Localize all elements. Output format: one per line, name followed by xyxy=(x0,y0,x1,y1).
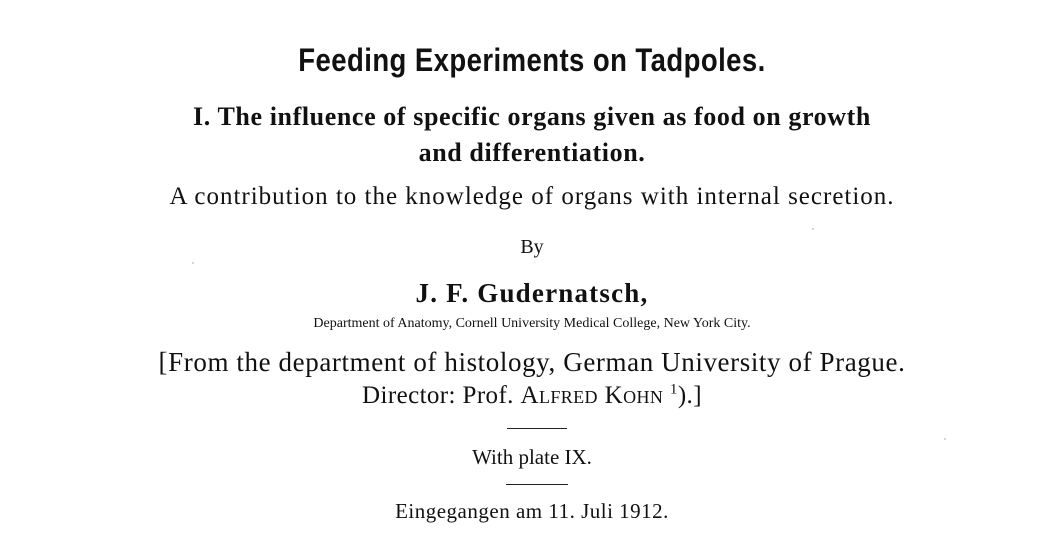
director-name: Alfred Kohn xyxy=(520,382,664,409)
scan-speck xyxy=(812,228,814,230)
received-date-note: Eingegangen am 11. Juli 1912. xyxy=(395,499,669,523)
plate-note: With plate IX. xyxy=(472,445,592,469)
author-affiliation: Department of Anatomy, Cornell University Medical College, New York City. xyxy=(313,316,751,331)
origin-department-line: [From the department of histology, German University of Prague. xyxy=(158,347,906,377)
divider-rule-upper xyxy=(507,428,567,429)
scan-speck xyxy=(192,262,194,264)
scan-speck xyxy=(944,438,946,440)
contribution-statement: A contribution to the knowledge of organs with internal secretion. xyxy=(169,183,895,210)
divider-rule-lower xyxy=(506,484,568,485)
director-suffix: ).] xyxy=(677,382,702,409)
origin-director-line xyxy=(0,382,1064,410)
paper-subtitle-line-1: I. The influence of specific organs given as food on growth xyxy=(193,102,871,131)
author-name: J. F. Gudernatsch, xyxy=(415,278,649,308)
paper-subtitle-line-2: and differentiation. xyxy=(418,138,646,167)
footnote-marker: 1 xyxy=(669,381,678,398)
paper-title: Feeding Experiments on Tadpoles. xyxy=(298,42,766,78)
byline-by: By xyxy=(520,236,544,258)
director-prefix: Director: Prof. xyxy=(362,382,521,409)
